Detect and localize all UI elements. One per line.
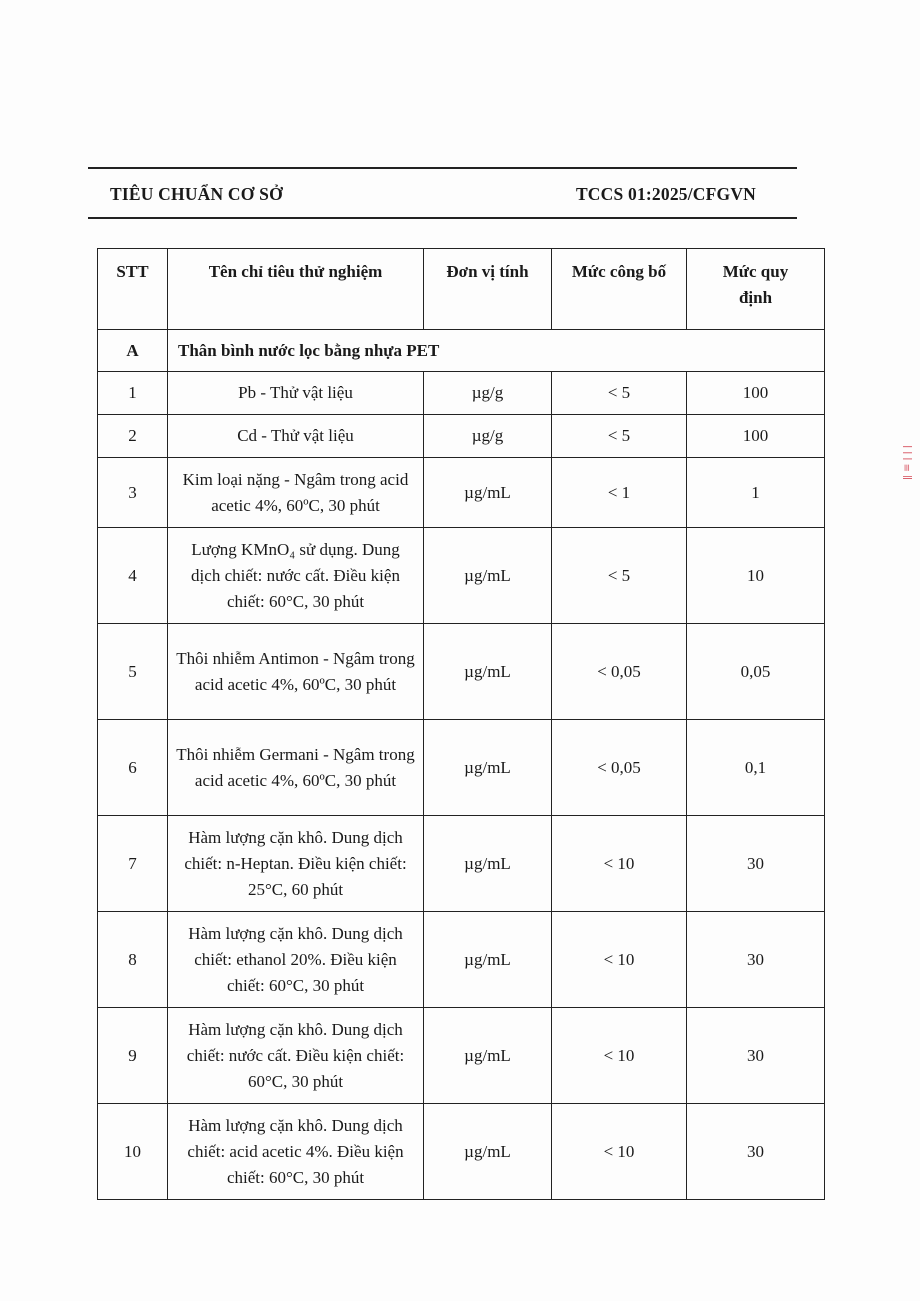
row-unit: µg/g bbox=[424, 372, 552, 415]
row-declared: < 5 bbox=[552, 528, 687, 624]
section-id: A bbox=[98, 330, 168, 372]
standard-code: TCCS 01:2025/CFGVN bbox=[575, 184, 756, 204]
row-unit: µg/mL bbox=[424, 624, 552, 720]
table-row bbox=[98, 912, 825, 1008]
row-declared: < 10 bbox=[552, 816, 687, 912]
table-row bbox=[98, 1008, 825, 1104]
column-header-declared: Mức công bố bbox=[552, 249, 687, 330]
row-declared: < 1 bbox=[552, 458, 687, 528]
row-criteria: Hàm lượng cặn khô. Dung dịch chiết: nước cất. Điều kiện chiết: 60°C, 30 phút bbox=[168, 1008, 424, 1104]
table-row bbox=[98, 528, 825, 624]
table-row bbox=[98, 1104, 825, 1200]
row-criteria: Thôi nhiễm Antimon - Ngâm trong acid acetic 4%, 60ºC, 30 phút bbox=[168, 624, 424, 720]
row-stt: 9 bbox=[98, 1008, 168, 1104]
row-regulated: 30 bbox=[687, 912, 825, 1008]
row-unit: µg/mL bbox=[424, 1104, 552, 1200]
row-regulated: 30 bbox=[687, 1104, 825, 1200]
column-header-stt: STT bbox=[98, 249, 168, 330]
row-criteria: Hàm lượng cặn khô. Dung dịch chiết: n-Heptan. Điều kiện chiết: 25°C, 60 phút bbox=[168, 816, 424, 912]
row-criteria: Pb - Thử vật liệu bbox=[168, 372, 424, 415]
row-regulated: 1 bbox=[687, 458, 825, 528]
row-stt: 2 bbox=[98, 415, 168, 458]
row-declared: < 10 bbox=[552, 1008, 687, 1104]
row-stt: 8 bbox=[98, 912, 168, 1008]
row-regulated: 30 bbox=[687, 816, 825, 912]
header-bottom-rule bbox=[88, 217, 797, 219]
row-stt: 4 bbox=[98, 528, 168, 624]
row-stt: 3 bbox=[98, 458, 168, 528]
table-row bbox=[98, 372, 825, 415]
row-declared: < 10 bbox=[552, 1104, 687, 1200]
row-unit: µg/mL bbox=[424, 912, 552, 1008]
column-header-criteria: Tên chỉ tiêu thử nghiệm bbox=[168, 249, 424, 330]
row-regulated: 10 bbox=[687, 528, 825, 624]
row-regulated: 100 bbox=[687, 415, 825, 458]
row-stt: 7 bbox=[98, 816, 168, 912]
row-stt: 1 bbox=[98, 372, 168, 415]
row-regulated: 100 bbox=[687, 372, 825, 415]
row-unit: µg/mL bbox=[424, 528, 552, 624]
row-unit: µg/mL bbox=[424, 1008, 552, 1104]
row-declared: < 5 bbox=[552, 372, 687, 415]
header-top-rule bbox=[88, 167, 797, 169]
row-stt: 6 bbox=[98, 720, 168, 816]
table-row bbox=[98, 415, 825, 458]
row-stt: 5 bbox=[98, 624, 168, 720]
row-regulated: 30 bbox=[687, 1008, 825, 1104]
row-regulated: 0,1 bbox=[687, 720, 825, 816]
row-regulated: 0,05 bbox=[687, 624, 825, 720]
row-unit: µg/mL bbox=[424, 816, 552, 912]
row-unit: µg/mL bbox=[424, 458, 552, 528]
test-criteria-table bbox=[97, 248, 825, 1200]
row-unit: µg/g bbox=[424, 415, 552, 458]
row-declared: < 10 bbox=[552, 912, 687, 1008]
row-declared: < 0,05 bbox=[552, 624, 687, 720]
row-declared: < 0,05 bbox=[552, 720, 687, 816]
table-row bbox=[98, 624, 825, 720]
row-criteria: Thôi nhiễm Germani - Ngâm trong acid acetic 4%, 60ºC, 30 phút bbox=[168, 720, 424, 816]
table-row bbox=[98, 458, 825, 528]
column-header-regulated: Mức quy định bbox=[687, 249, 825, 330]
row-criteria: Hàm lượng cặn khô. Dung dịch chiết: acid acetic 4%. Điều kiện chiết: 60°C, 30 phút bbox=[168, 1104, 424, 1200]
section-row bbox=[98, 330, 825, 372]
row-criteria: Cd - Thử vật liệu bbox=[168, 415, 424, 458]
table-row bbox=[98, 720, 825, 816]
row-declared: < 5 bbox=[552, 415, 687, 458]
row-criteria: Lượng KMnO₄ sử dụng. Dung dịch chiết: nước cất. Điều kiện chiết: 60°C, 30 phút bbox=[168, 528, 424, 624]
column-header-unit: Đơn vị tính bbox=[424, 249, 552, 330]
row-criteria: Hàm lượng cặn khô. Dung dịch chiết: ethanol 20%. Điều kiện chiết: 60°C, 30 phút bbox=[168, 912, 424, 1008]
margin-stamp-mark: ǁ ≡ ǀ ǀ ǀ bbox=[902, 445, 913, 480]
table-header-row bbox=[98, 249, 825, 330]
document-type-title: TIÊU CHUẨN CƠ SỞ bbox=[110, 184, 283, 204]
row-stt: 10 bbox=[98, 1104, 168, 1200]
table-row bbox=[98, 816, 825, 912]
row-unit: µg/mL bbox=[424, 720, 552, 816]
section-title: Thân bình nước lọc bằng nhựa PET bbox=[168, 330, 825, 372]
row-criteria: Kim loại nặng - Ngâm trong acid acetic 4%, 60ºC, 30 phút bbox=[168, 458, 424, 528]
